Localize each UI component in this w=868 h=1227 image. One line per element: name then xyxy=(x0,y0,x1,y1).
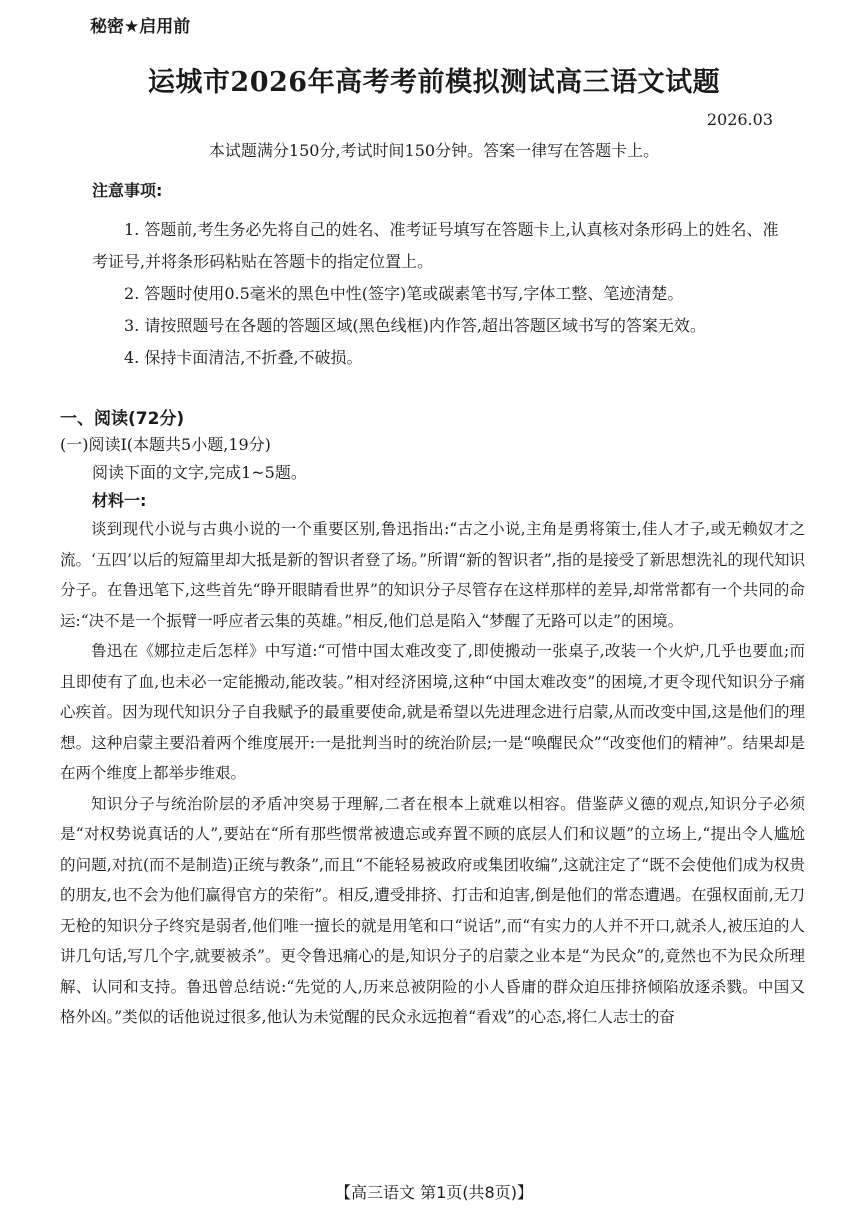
page-footer: 【高三语文 第1页(共8页)】 xyxy=(335,1183,533,1202)
material-label: 材料一: xyxy=(92,491,147,510)
passage-paragraph: 知识分子与统治阶层的矛盾冲突易于理解,二者在根本上就难以相容。借鉴萨义德的观点,知识分子必须是“对权势说真话的人”,要站在“所有那些惯常被遗忘或弃置不顾的底层人们和议题”的立场上,“提出令人尴尬的问题,对抗(而不是制造)正统与教条”,而且“不能轻易被政府或集团收编”,这就注定了“既不会使他们成为权贵的朋友,也不会为他们赢得官方的荣衔”。相反,遭受排挤、打击和迫害,倒是他们的常态遭遇。在强权面前,无刀无枪的知识分子终究是弱者,他们唯一擅长的就是用笔和口“说话”,而“有实力的人并不开口,就杀人,被压迫的人讲几句话,写几个字,就要被杀”。更令鲁迅痛心的是,知识分子的启蒙之业本是“为民众”的,竟然也不为民众所理解、认同和支持。鲁迅曾总结说:“先觉的人,历来总被阴险的小人昏庸的群众迫压排挤倾陷放逐杀戮。中国又格外凶。”类似的话他说过很多,他认为未觉醒的民众永远抱着“看戏”的心态,将仁人志士的奋 xyxy=(60,794,805,1026)
notice-list xyxy=(92,214,782,374)
confidential-label: 秘密★启用前 xyxy=(90,17,191,37)
exam-title: 运城市2026年高考考前模拟测试高三语文试题 xyxy=(147,67,721,98)
exam-date: 2026.03 xyxy=(706,110,773,129)
passage-paragraph: 鲁迅在《娜拉走后怎样》中写道:“可惜中国太难改变了,即使搬动一张桌子,改装一个火炉,几乎也要血;而且即使有了血,也未必一定能搬动,能改装。”相对经济困境,这种“中国太难改变”的困境,才更令现代知识分子痛心疾首。因为现代知识分子自我赋予的最重要使命,就是希望以先进理念进行启蒙,从而改变中国,这是他们的理想。这种启蒙主要沿着两个维度展开:一是批判当时的统治阶层;一是“唤醒民众”“改变他们的精神”。结果却是在两个维度上都举步维艰。 xyxy=(60,642,805,782)
notice-item: 4. 保持卡面清洁,不折叠,不破损。 xyxy=(124,348,363,367)
passage-paragraph: 谈到现代小说与古典小说的一个重要区别,鲁迅指出:“古之小说,主角是勇将策士,佳人才子,或无赖奴才之流。‘五四’以后的短篇里却大抵是新的智识者登了场。”所谓“新的智识者”,指的是接受了新思想洗礼的现代知识分子。在鲁迅笔下,这些首先“睁开眼睛看世界”的知识分子尽管存在这样那样的差异,却常常都有一个共同的命运:“决不是一个振臂一呼应者云集的英雄。”相反,他们总是陷入“梦醒了无路可以走”的困境。 xyxy=(60,520,805,630)
exam-intro: 本试题满分150分,考试时间150分钟。答案一律写在答题卡上。 xyxy=(208,141,660,160)
reading-passage xyxy=(60,514,805,1033)
notice-item: 2. 答题时使用0.5毫米的黑色中性(签字)笔或碳素笔书写,字体工整、笔迹清楚。 xyxy=(124,284,684,303)
notice-item: 3. 请按照题号在各题的答题区域(黑色线框)内作答,超出答题区域书写的答案无效。 xyxy=(124,316,706,335)
section-instruction: 阅读下面的文字,完成1~5题。 xyxy=(92,463,307,482)
section-subheading: (一)阅读Ⅰ(本题共5小题,19分) xyxy=(60,435,271,454)
notice-item: 1. 答题前,考生务必先将自己的姓名、准考证号填写在答题卡上,认真核对条形码上的姓名、准考证号,并将条形码粘贴在答题卡的指定位置上。 xyxy=(92,220,779,271)
notice-heading: 注意事项: xyxy=(92,181,163,200)
section-heading: 一、阅读(72分) xyxy=(60,409,185,429)
